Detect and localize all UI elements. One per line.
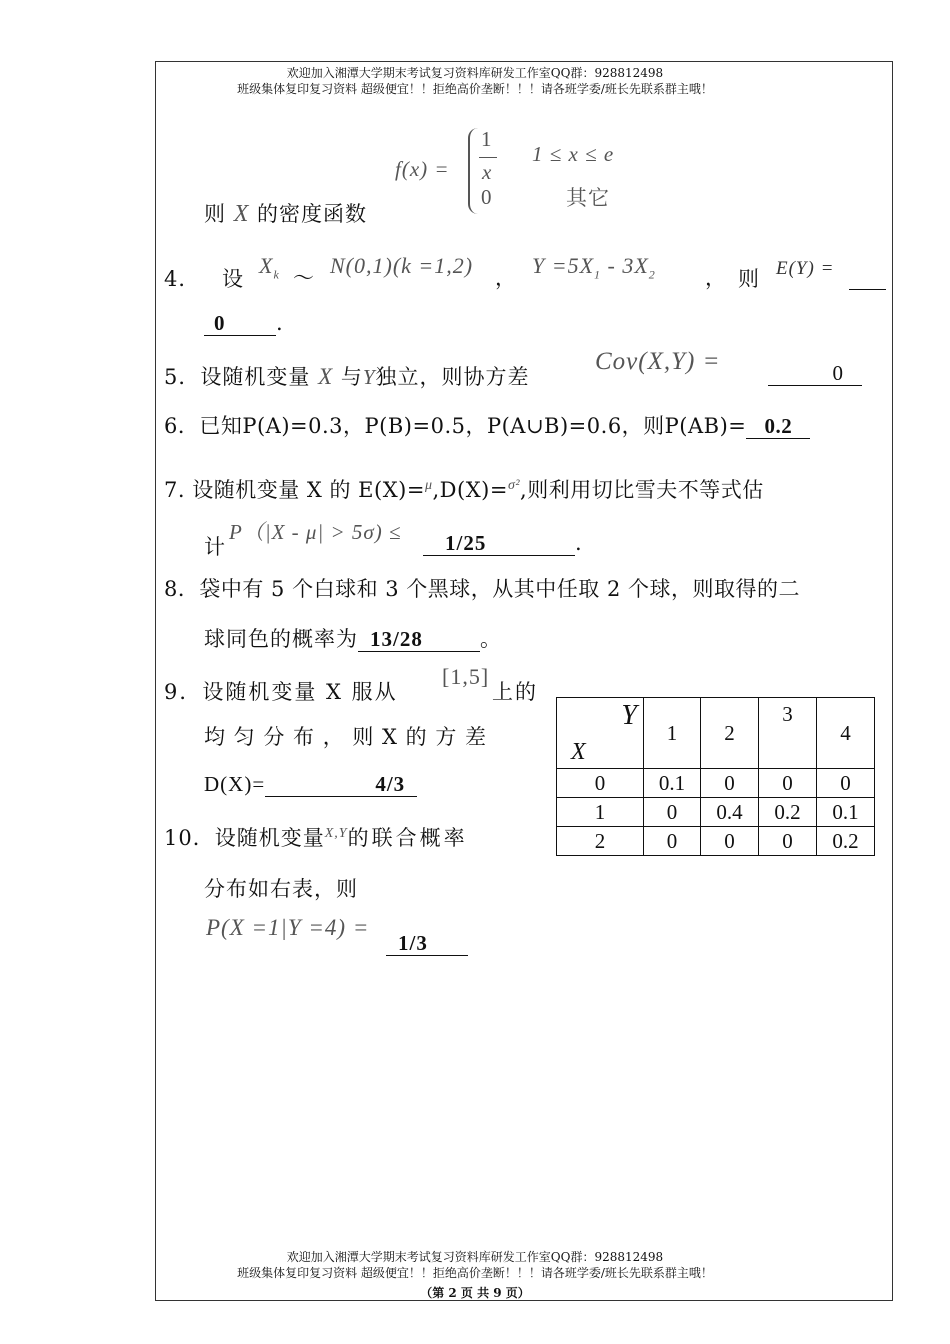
q8-line2: 球同色的概率为 13/28 。	[204, 627, 502, 651]
q4-y-def: $Y =5X_1 - 3X_2$	[532, 253, 656, 282]
table-cell: 0.1	[644, 769, 701, 798]
table-header-row	[557, 698, 875, 769]
q4-tilde: ～	[293, 266, 315, 290]
q10-line2: 分布如右表，则	[204, 877, 358, 901]
q9-line1: 9．设随机变量 X 服从	[164, 680, 398, 704]
header-line-2: 班级集体复印复习资料 超级便宜！！拒绝高价垄断！！！请各班学委/班长先联系群主哦！	[237, 82, 713, 96]
table-cell: 0.2	[759, 798, 817, 827]
q4-ey: E(Y) =	[776, 258, 835, 279]
q4-ze: 则	[738, 267, 760, 291]
q4-she: 设	[222, 267, 244, 291]
q5-answer: 0	[768, 361, 862, 386]
q5-cov: Cov(X,Y) =	[595, 348, 721, 375]
header-line-1: 欢迎加入湘潭大学期末考试复习资料库研发工作室QQ群：928812498	[286, 66, 664, 80]
q9-answer: 4/3	[375, 772, 406, 796]
q7-ji: 计	[204, 535, 226, 559]
q3-fraction-bar	[479, 157, 497, 158]
q6-line: 6．已知P(A)=0.3，P(B)=0.5，P(A∪B)=0.6，则P(AB)= 0.2	[164, 410, 810, 440]
table-cell: 0	[759, 827, 817, 856]
table-header-cell: 2	[701, 698, 759, 769]
q4-distribution: N(0,1)(k =1,2)	[330, 253, 474, 278]
table-cell: 0	[644, 798, 701, 827]
table-cell: 2	[557, 827, 644, 856]
q5-line: 5．设随机变量 X 与Y独立，则协方差	[164, 364, 530, 389]
table-cell: 0.2	[817, 827, 875, 856]
q9-line1b: 上的	[492, 680, 538, 704]
q9-line2: 均 匀 分 布 ， 则 X 的 方 差	[204, 725, 488, 749]
q4-xk: $X_k$	[259, 253, 280, 282]
table-row	[557, 769, 875, 798]
q7-prob: P（|X - μ| > 5σ) ≤	[229, 520, 402, 544]
table-cell: 0	[759, 769, 817, 798]
q10-line1: 10．设随机变量$^{X,Y}$的联合概率	[164, 826, 468, 850]
q3-cond1: 1 ≤ x ≤ e	[532, 142, 615, 166]
table-cell: 0	[701, 769, 759, 798]
table-row	[557, 827, 875, 856]
joint-distribution-table	[556, 697, 875, 856]
table-header-cell: 3	[759, 698, 817, 769]
q10-answer-blank	[386, 931, 468, 956]
q4-comma: ，	[495, 266, 517, 290]
table-cell: 0.1	[817, 798, 875, 827]
q10-prob: P(X =1|Y =4) =	[206, 915, 370, 940]
footer-line-2: 班级集体复印复习资料 超级便宜！！拒绝高价垄断！！！请各班学委/班长先联系群主哦！	[237, 1266, 713, 1280]
table-header-cell: 4	[817, 698, 875, 769]
q4-number: 4．	[164, 267, 201, 291]
q7-line1: 7. 设随机变量 X 的 E(X)=$^\mu$,D(X)=$^{\sigma^2}$,则利用切比雪夫不等式估	[164, 478, 764, 502]
q9-interval: [1,5]	[442, 664, 490, 689]
q3-fx: f(x) =	[395, 157, 450, 181]
footer-line-1: 欢迎加入湘潭大学期末考试复习资料库研发工作室QQ群：928812498	[286, 1250, 664, 1264]
table-cell: 0.4	[701, 798, 759, 827]
q4-answer: 0	[214, 311, 226, 335]
q8-line1: 8．袋中有 5 个白球和 3 个黑球，从其中任取 2 个球，则取得的二	[164, 577, 800, 601]
table-cell: 0	[701, 827, 759, 856]
table-cell: 0	[817, 769, 875, 798]
q3-x: x	[482, 160, 493, 184]
q3-brace	[468, 128, 480, 214]
q9-line3: D(X)= 4/3	[204, 772, 417, 797]
q6-answer: 0.2	[764, 414, 793, 438]
table-cell: 0	[557, 769, 644, 798]
q4-comma2: ，	[705, 266, 727, 290]
q4-answer-line: 0 .	[204, 311, 284, 336]
table-corner: Y X	[557, 698, 644, 769]
q3-text-line: 则 X 的密度函数	[204, 201, 368, 227]
q3-zero: 0	[481, 185, 493, 209]
q7-answer: 1/25	[445, 531, 487, 555]
q10-answer: 1/3	[398, 931, 428, 955]
q4-blank-end	[849, 289, 886, 290]
table-cell: 0	[644, 827, 701, 856]
q3-cond2: 其它	[566, 186, 610, 210]
q8-answer: 13/28	[370, 627, 423, 651]
q5-answer-blank	[768, 361, 862, 386]
table-row	[557, 798, 875, 827]
table-header-cell: 1	[644, 698, 701, 769]
q7-answer-blank: 1/25 .	[423, 531, 583, 556]
table-cell: 1	[557, 798, 644, 827]
page-number: （第 2 页 共 9 页）	[420, 1286, 530, 1300]
q3-one: 1	[481, 127, 493, 151]
